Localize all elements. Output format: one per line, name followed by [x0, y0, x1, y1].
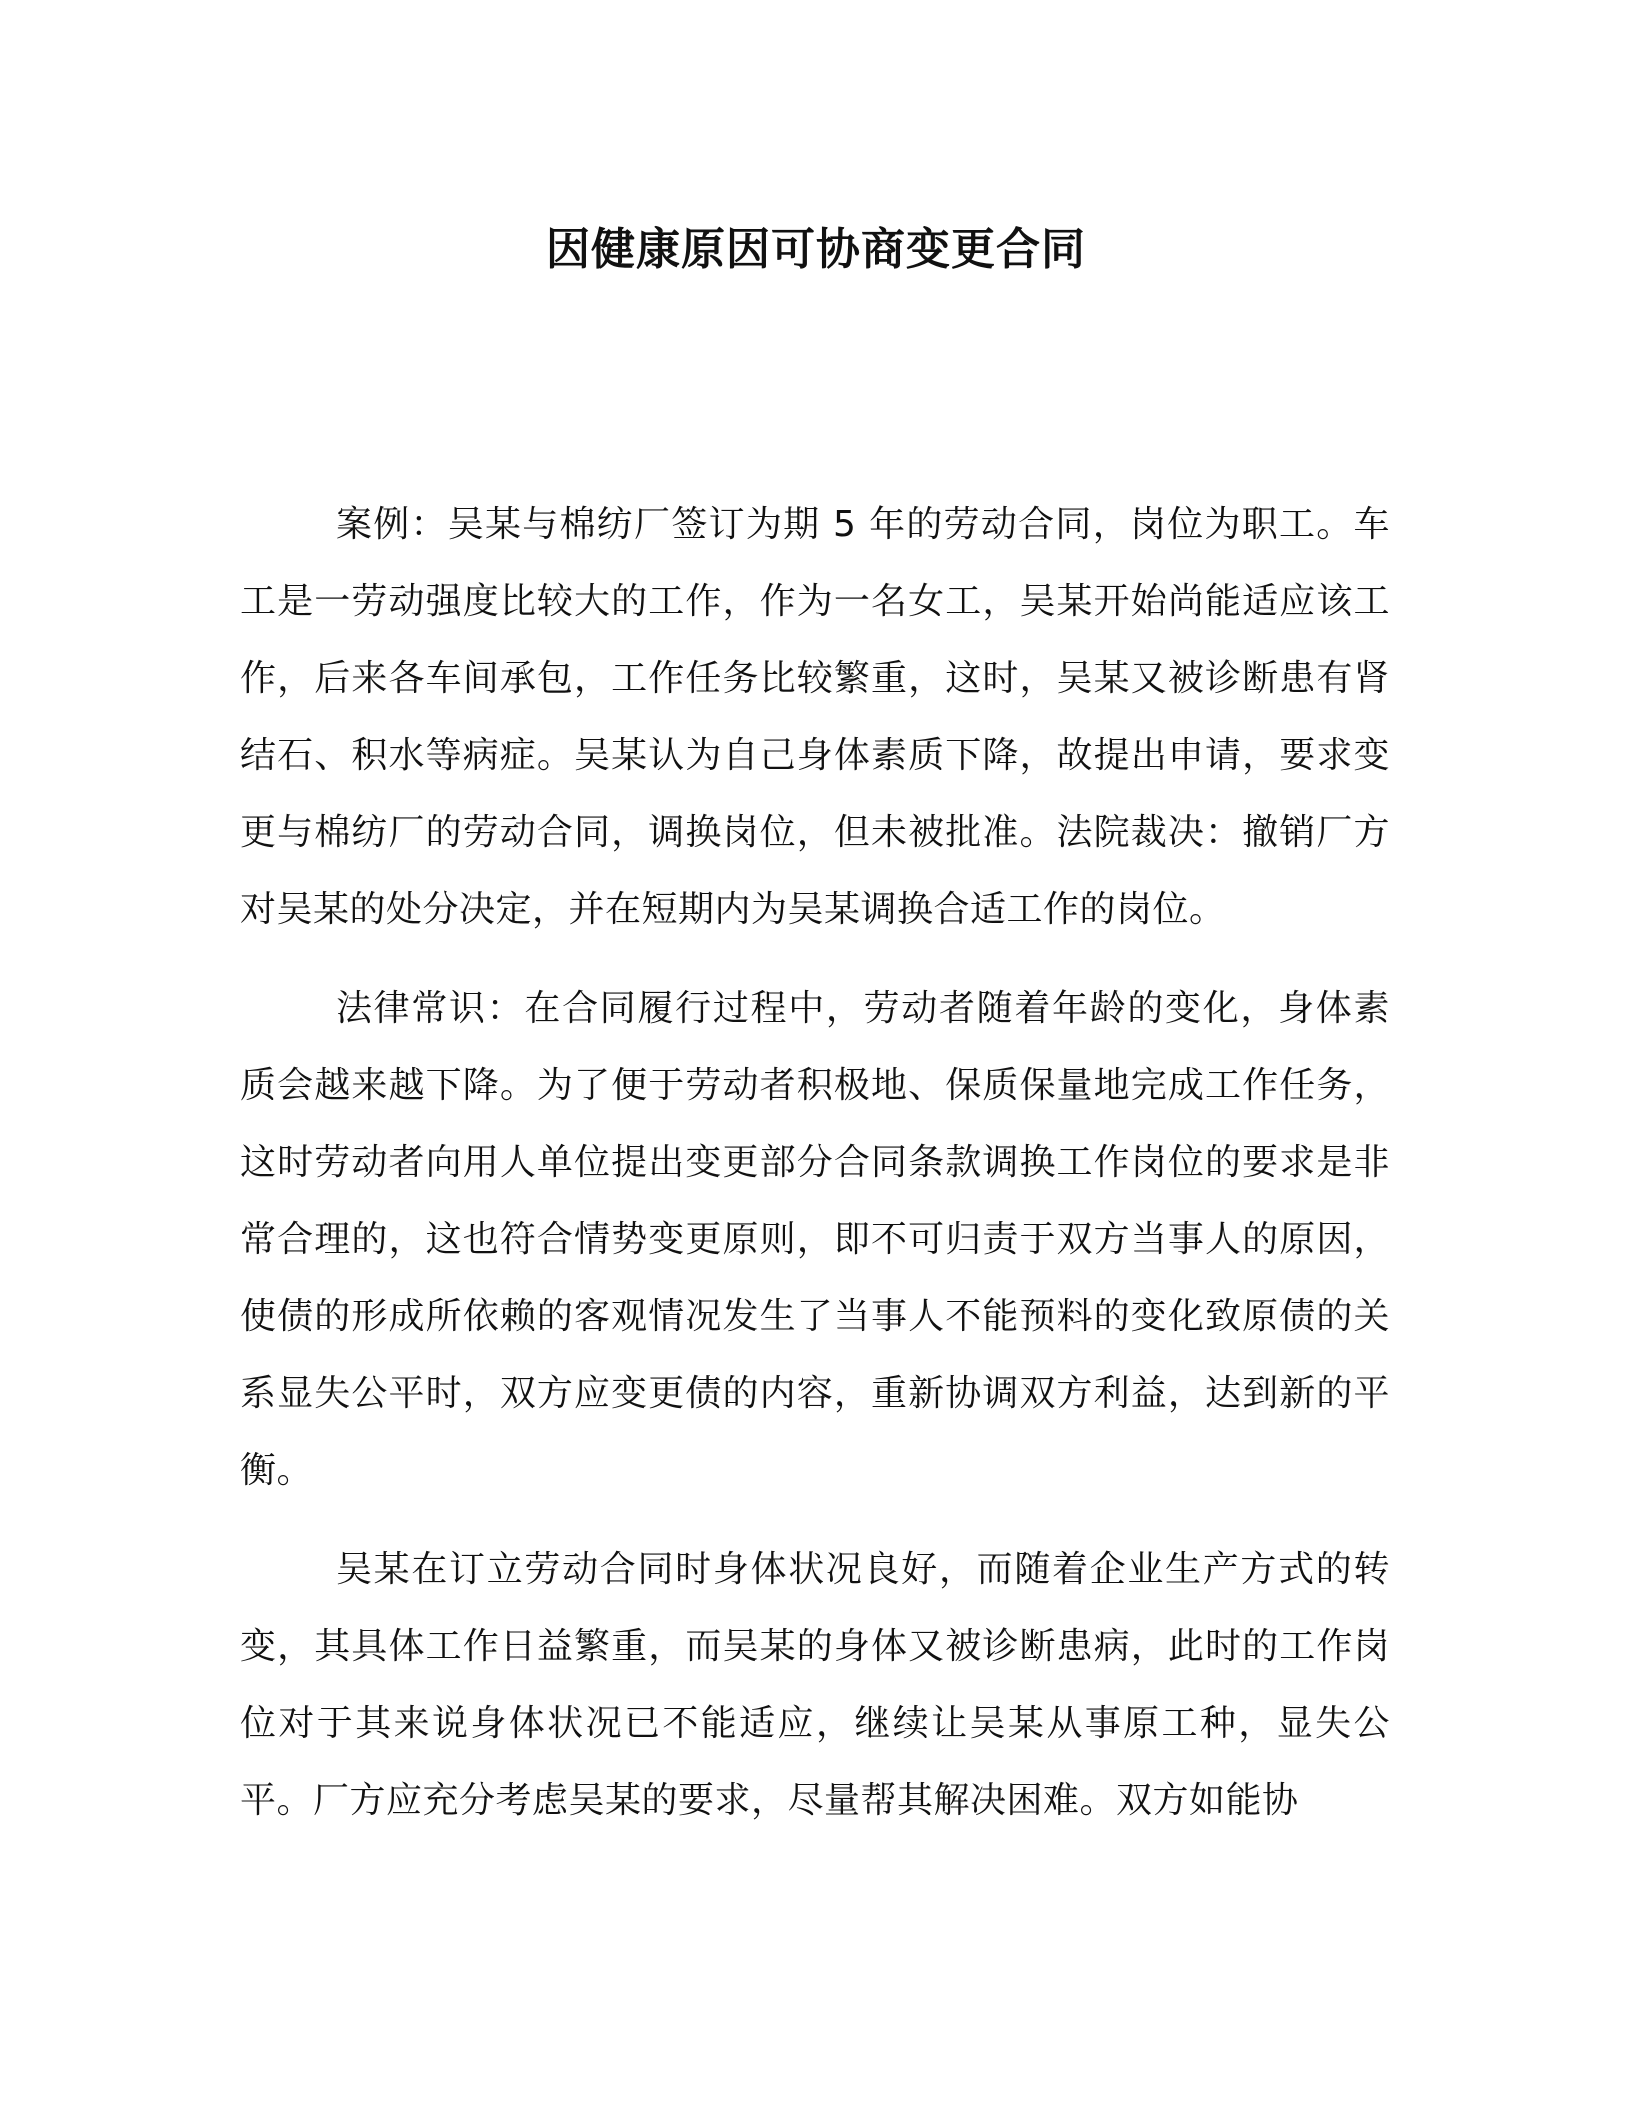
paragraph-case: 案例：吴某与棉纺厂签订为期 5 年的劳动合同，岗位为职工。车工是一劳动强度比较大的工作，作为一名女工，吴某开始尚能适应该工作，后来各车间承包，工作任务比较繁重，这时，吴某又被诊断患有肾结石、积水等病症。吴某认为自己身体素质下降，故提出申请，要求变更与棉纺厂的劳动合同，调换岗位，但未被批准。法院裁决：撤销厂方对吴某的处分决定，并在短期内为吴某调换合适工作的岗位。: [240, 504, 1390, 930]
paragraph-analysis: 吴某在订立劳动合同时身体状况良好，而随着企业生产方式的转变，其具体工作日益繁重，而吴某的身体又被诊断患病，此时的工作岗位对于其来说身体状况已不能适应，继续让吴某从事原工种，显失公平。厂方应充分考虑吴某的要求，尽量帮其解决困难。双方如能协: [240, 1549, 1390, 1821]
document-body: [240, 486, 1390, 1861]
paragraph-legal-knowledge: 法律常识：在合同履行过程中，劳动者随着年龄的变化，身体素质会越来越下降。为了便于劳动者积极地、保质保量地完成工作任务，这时劳动者向用人单位提出变更部分合同条款调换工作岗位的要求是非常合理的，这也符合情势变更原则，即不可归责于双方当事人的原因，使债的形成所依赖的客观情况发生了当事人不能预料的变化致原债的关系显失公平时，双方应变更债的内容，重新协调双方利益，达到新的平衡。: [240, 988, 1390, 1491]
document-title: 因健康原因可协商变更合同: [546, 224, 1086, 275]
